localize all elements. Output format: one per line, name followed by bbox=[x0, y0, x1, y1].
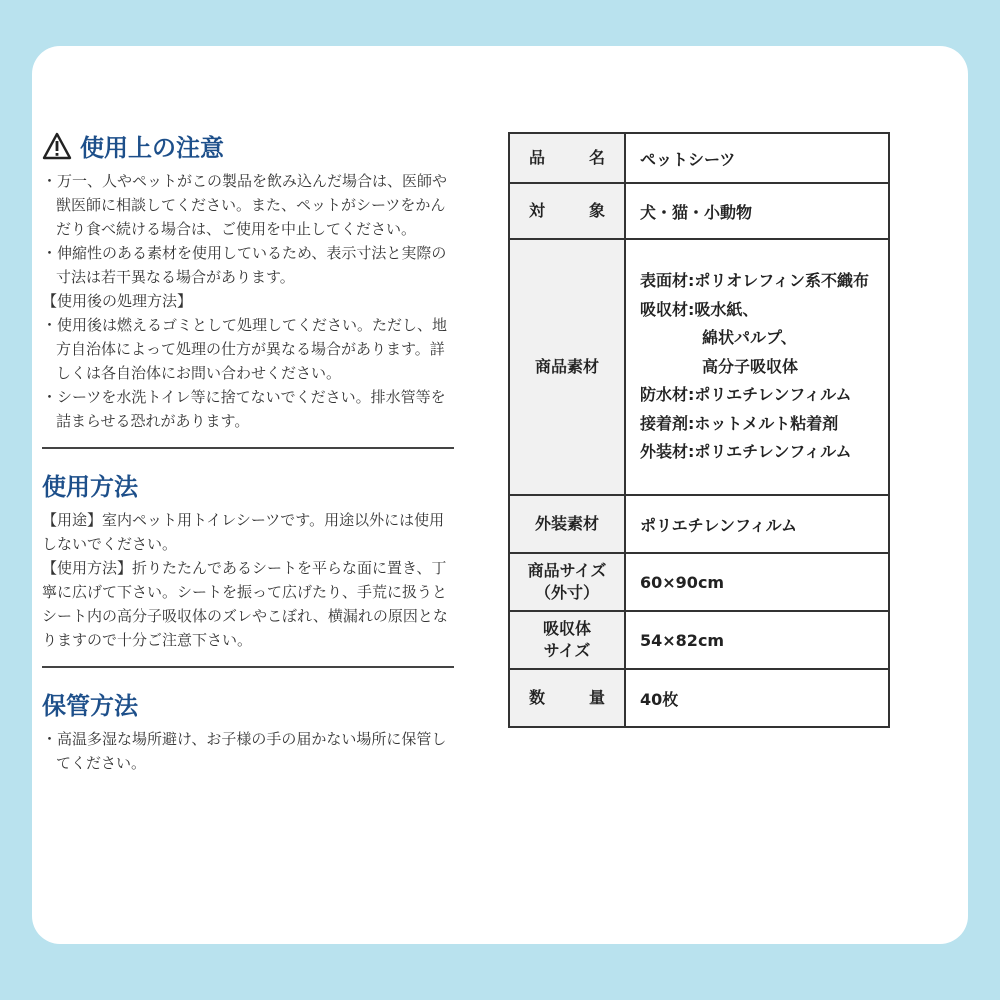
spec-row-size bbox=[509, 553, 889, 611]
spec-label: 商品素材 bbox=[509, 239, 625, 495]
usage-paragraph: 【用途】室内ペット用トイレシーツです。用途以外には使用しないでください。 bbox=[42, 511, 445, 553]
spec-row-materials bbox=[509, 239, 889, 495]
material-line: 接着剤:ホットメルト粘着剤 bbox=[640, 413, 839, 433]
spec-label: 外装素材 bbox=[509, 495, 625, 553]
divider bbox=[42, 447, 454, 449]
storage-item: ・高温多湿な場所避け、お子様の手の届かない場所に保管してください。 bbox=[42, 730, 447, 772]
spec-value: ペットシーツ bbox=[625, 133, 889, 183]
spec-value: 60×90cm bbox=[625, 553, 889, 611]
spec-row-absorber bbox=[509, 611, 889, 669]
spec-value: 54×82cm bbox=[625, 611, 889, 669]
disposal-item: ・使用後は燃えるゴミとして処理してください。ただし、地方自治体によって処理の仕方が異なる場合があります。詳しくは各自治体にお問い合わせください。 bbox=[42, 316, 448, 382]
material-line: 防水材:ポリエチレンフィルム bbox=[640, 385, 852, 405]
spec-label: 対 象 bbox=[509, 183, 625, 239]
disposal-item: ・シーツを水洗トイレ等に捨てないでください。排水管等を詰まらせる恐れがあります。 bbox=[42, 388, 446, 430]
spec-value: ポリエチレンフィルム bbox=[625, 495, 889, 553]
spec-label: 商品サイズ （外寸） bbox=[509, 553, 625, 611]
usage-paragraph: 【使用方法】折りたたんであるシートを平らな面に置き、丁寧に広げて下さい。シートを振って広げたり、手荒に扱うとシート内の高分子吸収体のズレやこぼれ、横漏れの原因となりますので十分ご注意下さい。 bbox=[42, 559, 448, 649]
caution-item: ・伸縮性のある素材を使用しているため、表示寸法と実際の寸法は若干異なる場合があります。 bbox=[42, 244, 447, 286]
material-line: 高分子吸収体 bbox=[702, 356, 799, 376]
spec-label: 品 名 bbox=[509, 133, 625, 183]
spec-row-name bbox=[509, 133, 889, 183]
spec-value: 40枚 bbox=[625, 669, 889, 727]
spec-label: 吸収体 サイズ bbox=[509, 611, 625, 669]
caution-item: ・万一、人やペットがこの製品を飲み込んだ場合は、医師や獣医師に相談してください。また、ペットがシーツをかんだり食べ続ける場合は、ご使用を中止してください。 bbox=[42, 172, 448, 238]
spec-row-package bbox=[509, 495, 889, 553]
material-line: 吸収材:吸水紙、 bbox=[640, 299, 759, 319]
usage-heading: 使用方法 bbox=[42, 473, 138, 501]
caution-heading bbox=[42, 128, 452, 163]
material-line: 表面材:ポリオレフィン系不織布 bbox=[640, 271, 869, 291]
disposal-heading: 【使用後の処理方法】 bbox=[42, 292, 193, 310]
spec-table bbox=[508, 132, 890, 728]
material-line: 綿状パルプ、 bbox=[702, 328, 797, 348]
spec-row-target bbox=[509, 183, 889, 239]
divider bbox=[42, 666, 454, 668]
spec-value bbox=[625, 239, 889, 495]
instructions-column bbox=[42, 128, 452, 775]
storage-heading: 保管方法 bbox=[42, 692, 138, 720]
spec-row-quantity bbox=[509, 669, 889, 727]
caution-title: 使用上の注意 bbox=[80, 134, 224, 162]
spec-value: 犬・猫・小動物 bbox=[625, 183, 889, 239]
warning-triangle-icon bbox=[42, 132, 72, 160]
spec-label: 数 量 bbox=[509, 669, 625, 727]
material-line: 外装材:ポリエチレンフィルム bbox=[640, 442, 852, 462]
